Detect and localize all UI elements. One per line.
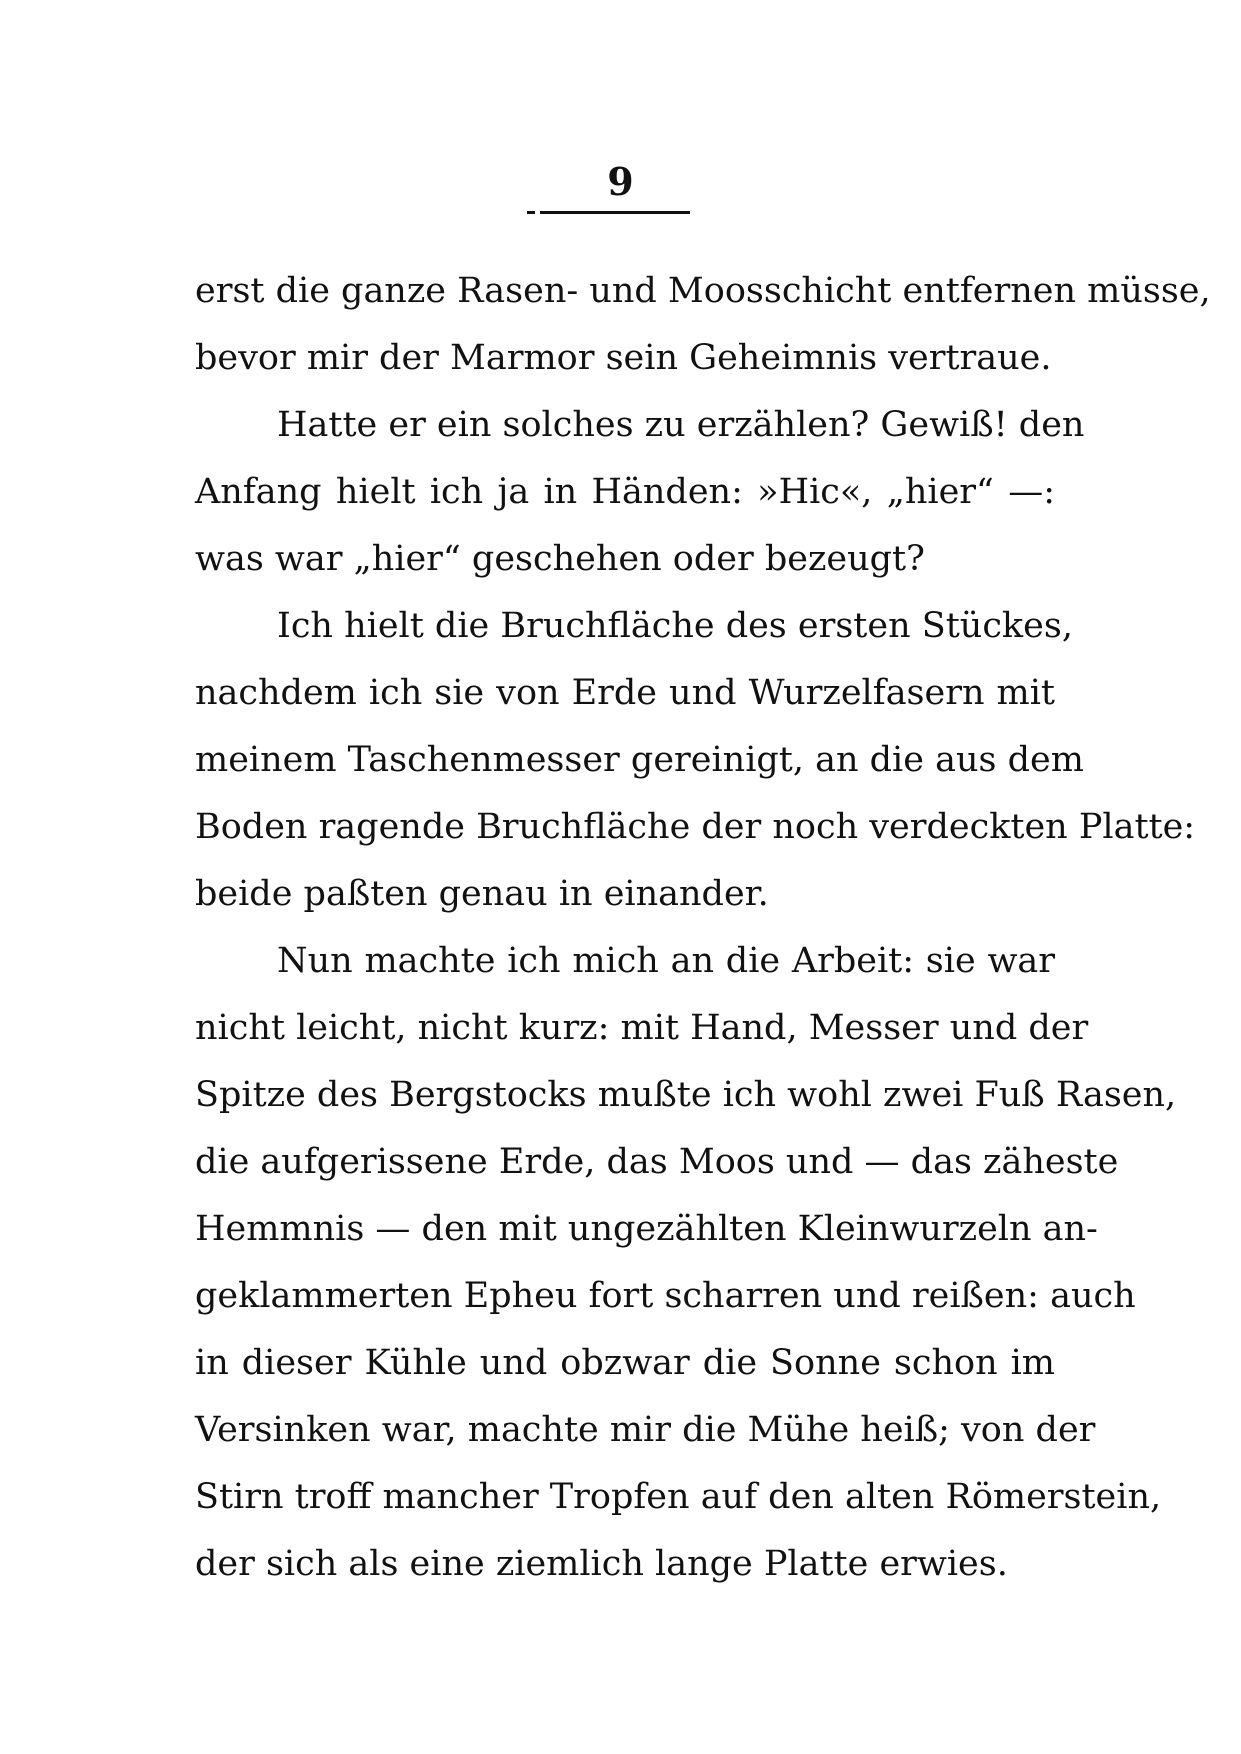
text-line: meinem Taschenmesser gereinigt, an die aus dem <box>195 740 1084 780</box>
text-line: Ich hielt die Bruchfläche des ersten Stückes, <box>277 606 1073 646</box>
text-line: Nun machte ich mich an die Arbeit: sie war <box>277 941 1055 981</box>
page-number: 9 <box>607 159 634 204</box>
text-line: erst die ganze Rasen- und Moosschicht entfernen müsse, <box>195 271 1211 311</box>
text-line: Stirn troff mancher Tropfen auf den alten Römerstein, <box>195 1477 1162 1517</box>
text-line: nachdem ich sie von Erde und Wurzelfasern mit <box>195 673 1055 713</box>
text-line: Spitze des Bergstocks mußte ich wohl zwei Fuß Rasen, <box>195 1075 1177 1115</box>
header-rule-dash <box>527 211 535 214</box>
text-line: Hemmnis — den mit ungezählten Kleinwurzeln an- <box>195 1209 1098 1249</box>
text-line: beide paßten genau in einander. <box>195 874 769 914</box>
text-line: in dieser Kühle und obzwar die Sonne schon im <box>195 1343 1055 1383</box>
text-line: Anfang hielt ich ja in Händen: »Hic«, „hier“ —: <box>195 472 1055 512</box>
header-rule <box>540 211 690 214</box>
text-line: was war „hier“ geschehen oder bezeugt? <box>195 539 925 579</box>
text-line: Boden ragende Bruchfläche der noch verdeckten Platte: <box>195 807 1196 847</box>
body-text <box>195 258 1211 1598</box>
text-line: Versinken war, machte mir die Mühe heiß; von der <box>195 1410 1096 1450</box>
text-line: die aufgerissene Erde, das Moos und — das zäheste <box>195 1142 1119 1182</box>
text-line: nicht leicht, nicht kurz: mit Hand, Messer und der <box>195 1008 1089 1048</box>
text-line: Hatte er ein solches zu erzählen? Gewiß! den <box>277 405 1085 445</box>
text-line: bevor mir der Marmor sein Geheimnis vertraue. <box>195 338 1052 378</box>
text-line: geklammerten Epheu fort scharren und reißen: auch <box>195 1276 1136 1316</box>
text-line: der sich als eine ziemlich lange Platte erwies. <box>195 1544 1008 1584</box>
